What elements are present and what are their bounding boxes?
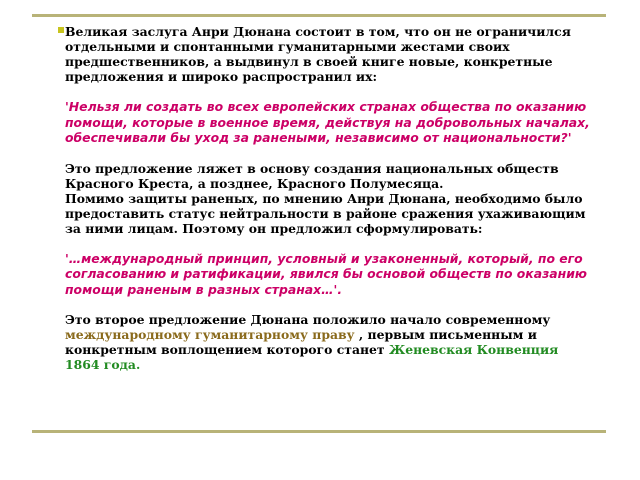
dunant-quote-2: '…международный принцип, условный и узаконенный, который, по его согласованию и ратификации, явился бы основой обществ по оказанию помощи раненым в разных странах…'. (65, 250, 587, 297)
ihl-link[interactable]: международному гуманитарному праву (65, 327, 355, 342)
neutrality-paragraph: Помимо защиты раненых, по мнению Анри Дюнана, необходимо было предоставить статус нейтральности в районе сражения ухаживающим за ними лицам. Поэтому он предложил сформулировать: (65, 190, 586, 236)
conclusion-text-start: Это второе предложение Дюнана положило начало современному (65, 312, 551, 327)
bullet-square-icon (58, 27, 64, 33)
red-cross-paragraph: Это предложение ляжет в основу создания национальных обществ Красного Креста, а позднее, Красного Полумесяца. (65, 160, 559, 191)
conclusion-text-mid: , первым письменным и конкретным воплощением которого станет (65, 327, 537, 357)
bottom-rule (32, 430, 606, 433)
top-rule (32, 14, 606, 17)
slide-body (65, 24, 595, 372)
geneva-convention-link[interactable]: Женевская Конвенция 1864 года. (65, 342, 559, 372)
intro-paragraph: Великая заслуга Анри Дюнана состоит в том, что он не ограничился отдельными и спонтанными гуманитарными жестами своих предшественников, а выдвинул в своей книге новые, конкретные предложения и широко распространил их: (65, 24, 571, 84)
conclusion-paragraph (65, 312, 595, 372)
dunant-quote-1: 'Нельзя ли создать во всех европейских странах общества по оказанию помощи, которые в военное время, действуя на добровольных началах, обеспечивали бы уход за ранеными, независимо от национальности?' (65, 99, 590, 145)
